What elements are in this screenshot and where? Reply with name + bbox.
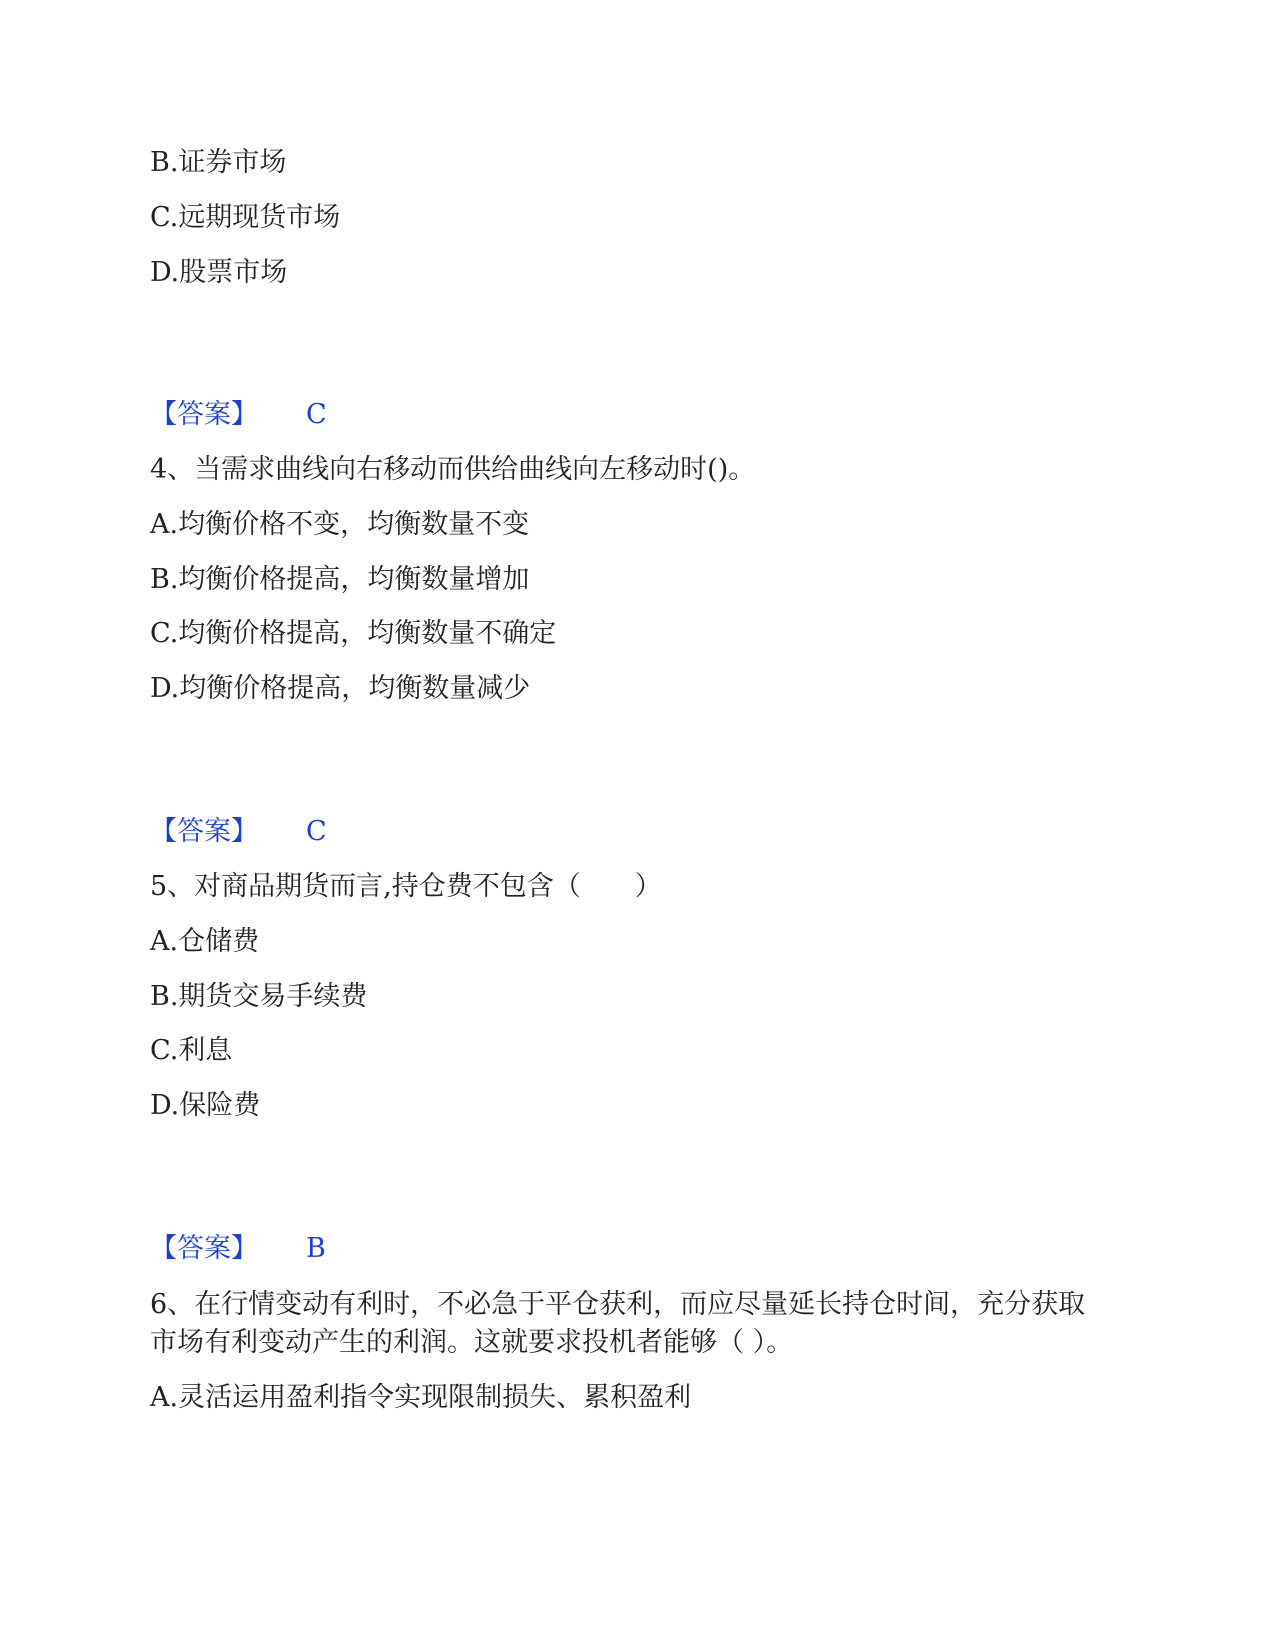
answer-value: B	[306, 1233, 326, 1264]
answer-label: 【答案】	[150, 816, 258, 847]
q5-option-c: C.利息	[150, 1035, 233, 1066]
answer-label: 【答案】	[150, 399, 258, 430]
q5-option-a: A.仓储费	[150, 926, 260, 957]
q3-option-b: B.证券市场	[150, 147, 287, 178]
q3-answer	[150, 398, 327, 432]
answer-label: 【答案】	[150, 1233, 258, 1264]
q4-stem: 4、当需求曲线向右移动而供给曲线向左移动时()。	[150, 454, 756, 485]
q5-stem: 5、对商品期货而言,持仓费不包含（ ）	[150, 871, 662, 902]
q4-option-d: D.均衡价格提高，均衡数量减少	[150, 673, 531, 704]
q4-answer	[150, 815, 327, 849]
q6-option-a: A.灵活运用盈利指令实现限制损失、累积盈利	[150, 1382, 692, 1413]
q6-stem: 6、在行情变动有利时，不必急于平仓获利，而应尽量延长持仓时间，充分获取市场有利变动产生的利润。这就要求投机者能够（ ）。	[150, 1289, 1086, 1358]
q5-answer	[150, 1232, 326, 1266]
answer-value: C	[306, 399, 327, 430]
q3-option-c: C.远期现货市场	[150, 202, 341, 233]
q3-option-d: D.股票市场	[150, 257, 288, 288]
q5-option-d: D.保险费	[150, 1090, 261, 1121]
q5-option-b: B.期货交易手续费	[150, 981, 368, 1012]
q4-option-b: B.均衡价格提高，均衡数量增加	[150, 564, 530, 595]
q4-option-a: A.均衡价格不变，均衡数量不变	[150, 509, 530, 540]
answer-value: C	[306, 816, 327, 847]
q4-option-c: C.均衡价格提高，均衡数量不确定	[150, 618, 557, 649]
